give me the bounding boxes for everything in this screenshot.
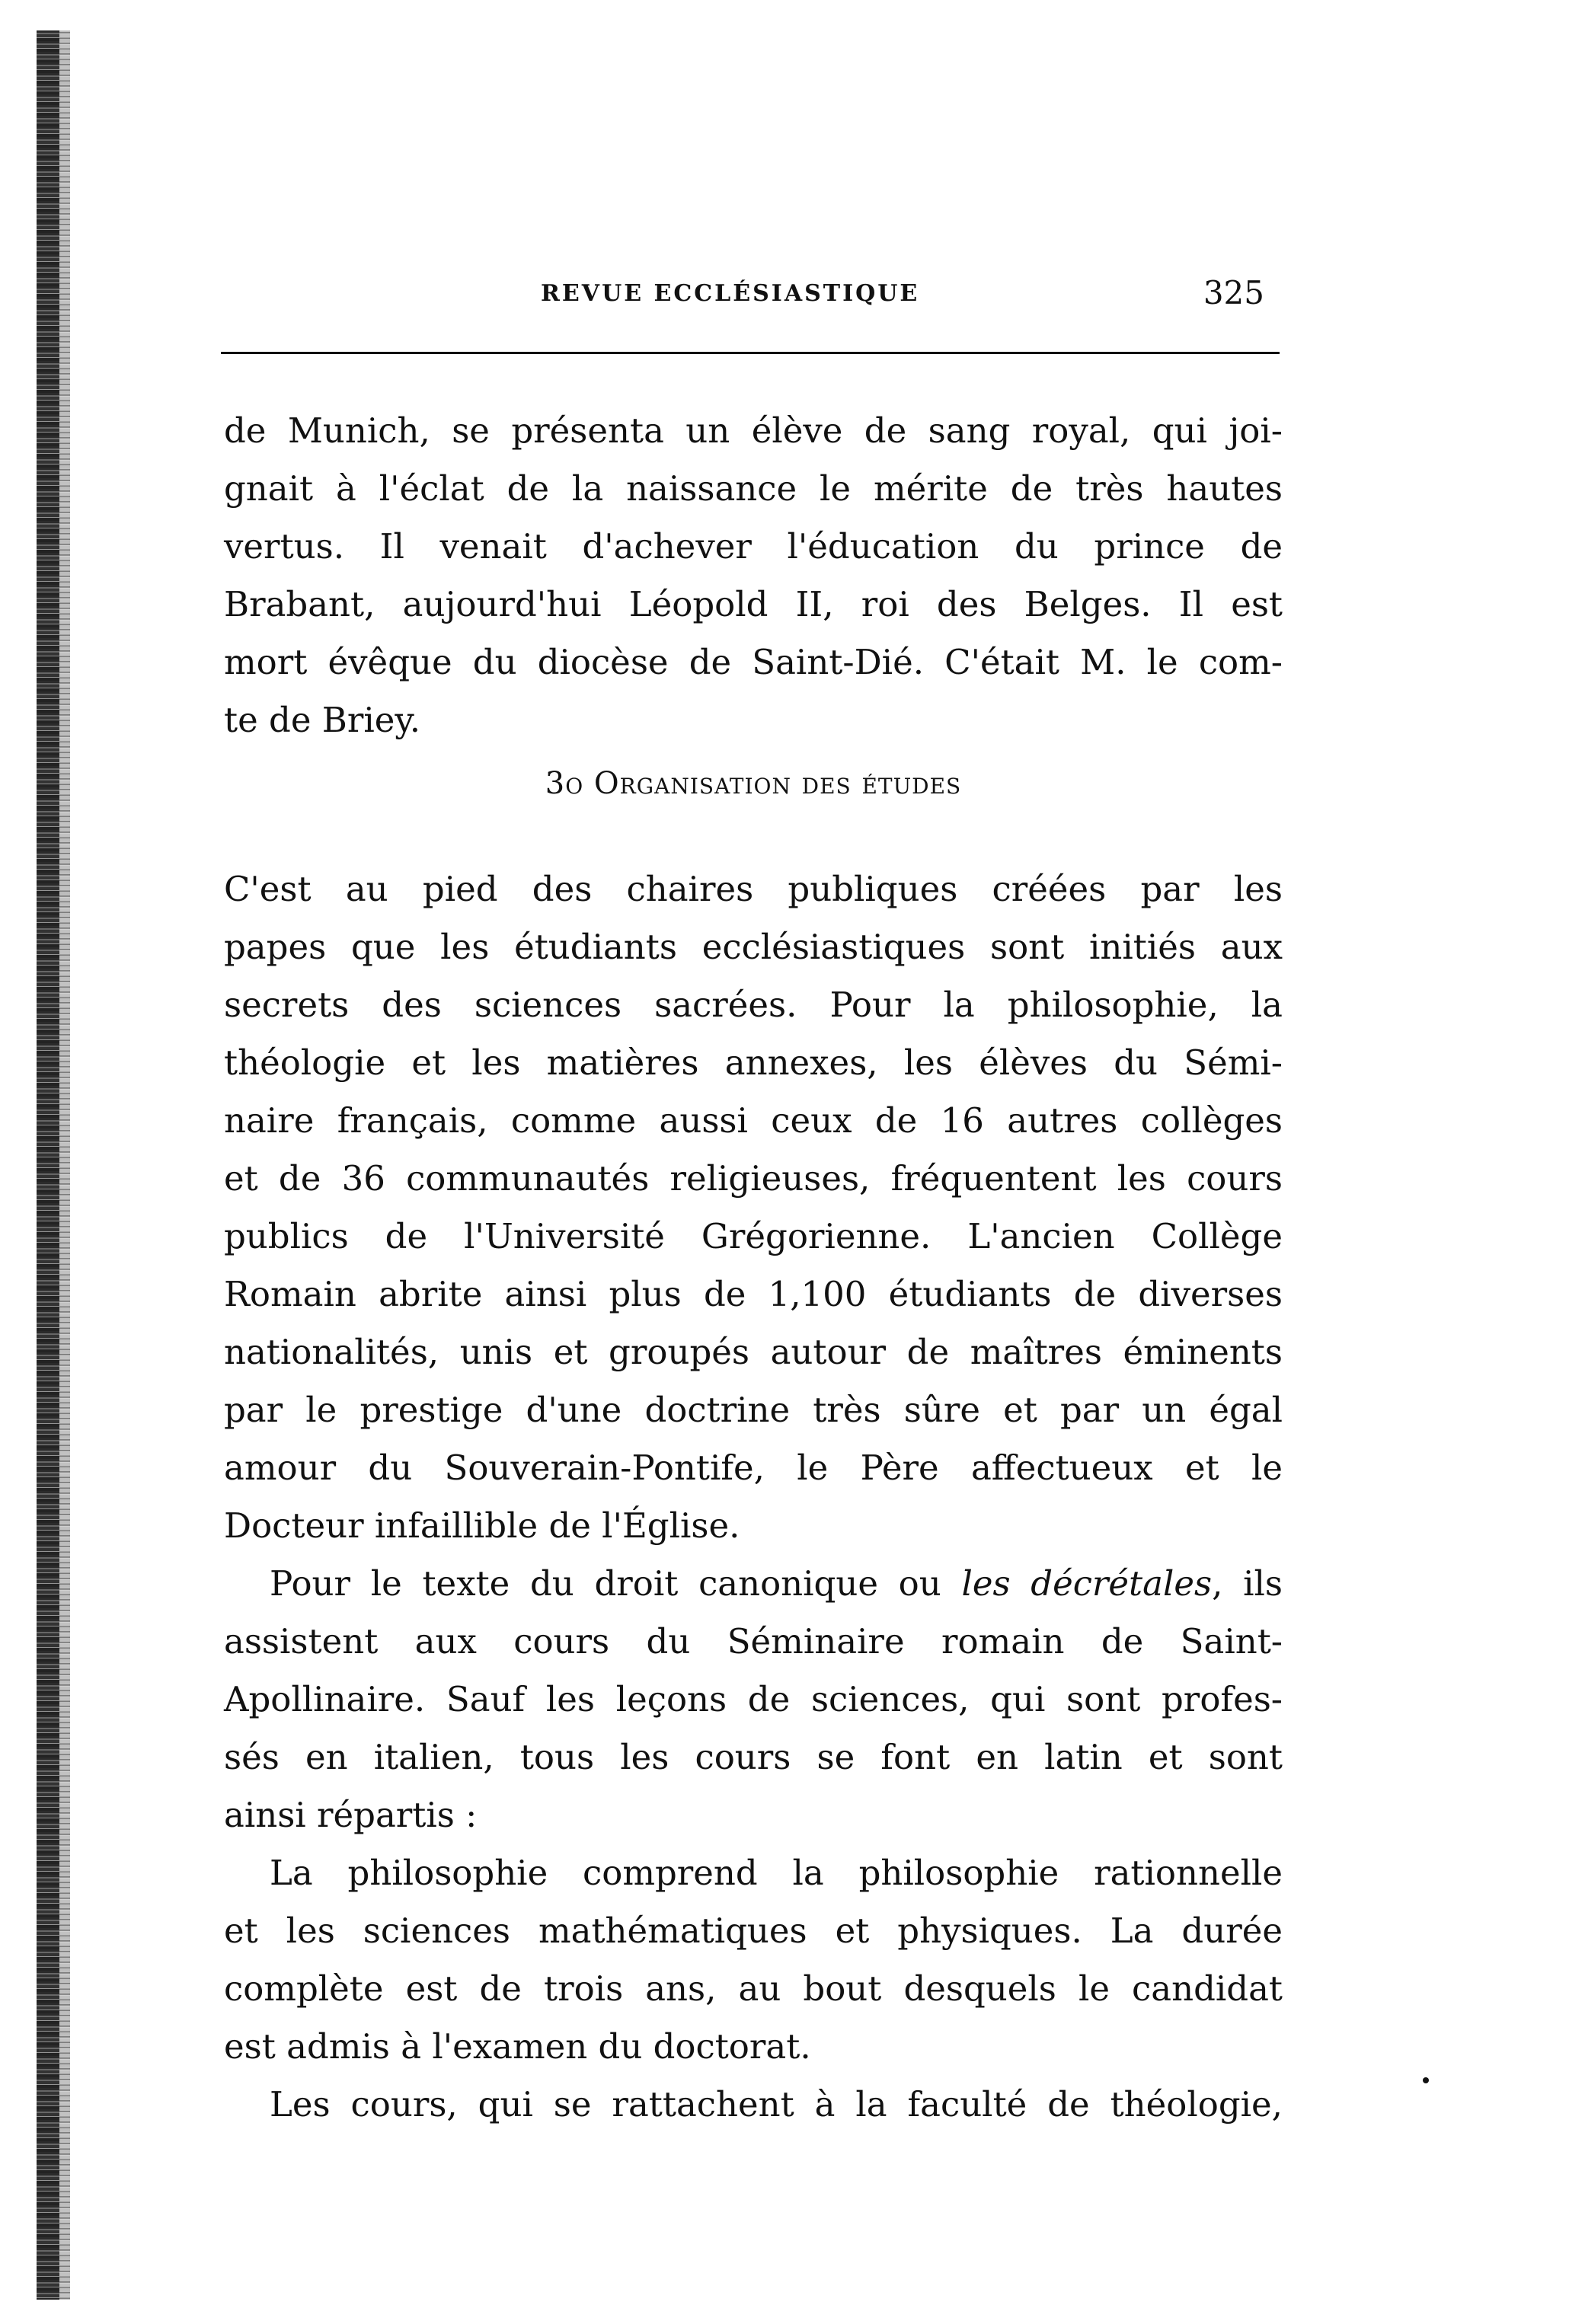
text-line: Apollinaire. Sauf les leçons de sciences, qui sont profes- <box>224 1679 1283 1719</box>
text-line: Docteur infaillible de l'Église. <box>224 1505 740 1546</box>
text-line: amour du Souverain-Pontife, le Père affectueux et le <box>224 1448 1283 1488</box>
scan-binding-edge <box>37 30 70 2300</box>
running-title: REVUE ECCLÉSIASTIQUE <box>541 280 920 307</box>
paragraph-5 <box>224 2076 1283 2134</box>
text-line: secrets des sciences sacrées. Pour la philosophie, la <box>224 985 1283 1025</box>
paragraph-4 <box>224 1844 1283 2076</box>
text-line: nationalités, unis et groupés autour de maîtres éminents <box>224 1332 1283 1372</box>
text-line: complète est de trois ans, au bout desquels le candidat <box>224 1968 1283 2009</box>
text-line: vertus. Il venait d'achever l'éducation du prince de <box>224 526 1283 567</box>
section-heading: 3o Organisation des études <box>545 766 962 801</box>
text-line: Les cours, qui se rattachent à la faculté de théologie, <box>270 2084 1283 2124</box>
text-line: papes que les étudiants ecclésiastiques sont initiés aux <box>224 927 1283 967</box>
text-line: et de 36 communautés religieuses, fréquentent les cours <box>224 1158 1283 1199</box>
scan-speck <box>1423 2077 1429 2083</box>
running-head <box>221 274 1280 320</box>
page-number: 325 <box>1203 274 1264 311</box>
text-line: par le prestige d'une doctrine très sûre et par un égal <box>224 1390 1283 1430</box>
text-line: théologie et les matières annexes, les élèves du Sémi- <box>224 1042 1283 1083</box>
body-text <box>224 402 1283 2134</box>
italic-term: les décrétales <box>961 1563 1213 1604</box>
text-line: assistent aux cours du Séminaire romain de Saint- <box>224 1621 1283 1662</box>
spacer <box>224 818 1283 860</box>
text-line: naire français, comme aussi ceux de 16 autres collèges <box>224 1100 1283 1141</box>
text-line: de Munich, se présenta un élève de sang royal, qui joi- <box>224 410 1283 451</box>
text-line: gnait à l'éclat de la naissance le mérite de très hautes <box>224 468 1283 509</box>
text-line: te de Briey. <box>224 700 421 740</box>
text-line: C'est au pied des chaires publiques créées par les <box>224 869 1283 909</box>
text-line: Romain abrite ainsi plus de 1,100 étudiants de diverses <box>224 1274 1283 1314</box>
text-line: et les sciences mathématiques et physiques. La durée <box>224 1911 1283 1951</box>
paragraph-2 <box>224 860 1283 1555</box>
text-line: La philosophie comprend la philosophie rationnelle <box>270 1853 1283 1893</box>
text-line: sés en italien, tous les cours se font en latin et sont <box>224 1737 1283 1777</box>
text-line <box>224 1555 1283 1613</box>
paragraph-1 <box>224 402 1283 749</box>
text-line: Brabant, aujourd'hui Léopold II, roi des Belges. Il est <box>224 584 1283 624</box>
text-line: publics de l'Université Grégorienne. L'ancien Collège <box>224 1216 1283 1256</box>
header-rule <box>221 352 1280 354</box>
text-line: ainsi répartis : <box>224 1795 478 1835</box>
text-run: Pour le texte du droit canonique ou <box>270 1563 962 1604</box>
text-run: , ils <box>1212 1563 1283 1604</box>
text-line: est admis à l'examen du doctorat. <box>224 2026 811 2067</box>
paragraph-3 <box>224 1555 1283 1844</box>
text-line: mort évêque du diocèse de Saint-Dié. C'était M. le com- <box>224 642 1283 682</box>
